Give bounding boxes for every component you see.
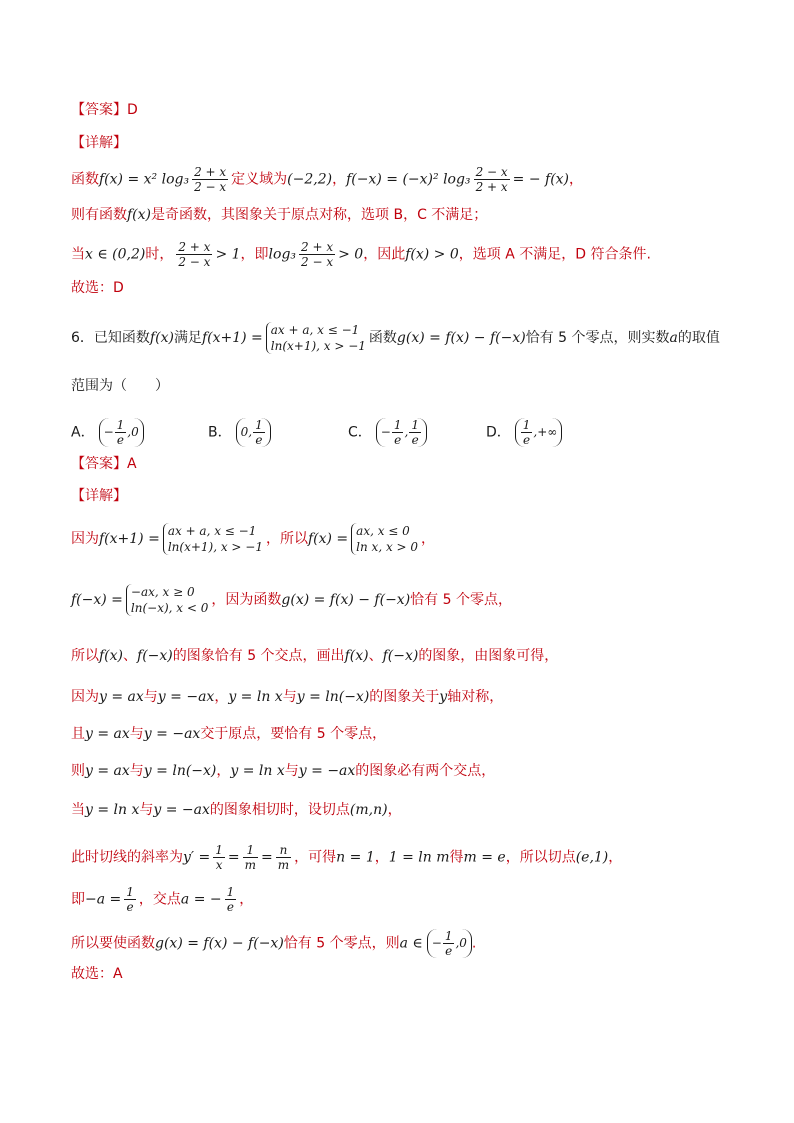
option-c[interactable] — [348, 418, 427, 447]
answer-label: 【答案】 — [71, 456, 127, 472]
math: g(x) = f(x) − f(−x) — [281, 592, 411, 608]
option-a[interactable] — [71, 418, 144, 447]
option-label: C． — [348, 424, 372, 441]
text: 当 — [71, 246, 85, 263]
text: 交于原点，要恰有 5 个零点， — [200, 726, 387, 742]
text: 定义域为 — [231, 171, 288, 188]
fraction: $\frac{1}{e}$ — [226, 885, 235, 914]
text: 与 — [284, 763, 299, 779]
math: 1 = ln m — [388, 849, 450, 866]
q6-explain-label: 【详解】 — [71, 488, 127, 504]
math: y = ax — [99, 689, 144, 705]
text: 与 — [129, 763, 144, 779]
text: 且 — [71, 726, 85, 742]
fraction: $\frac{1}{x}$ — [215, 843, 223, 872]
math: m = e — [463, 849, 506, 866]
text: 的图象，由图象可得， — [418, 648, 559, 664]
math: f(x) — [127, 207, 152, 223]
option-label: B． — [208, 424, 232, 441]
q5-line3 — [71, 240, 651, 269]
text: ， — [569, 171, 584, 188]
q5-explain-label: 【详解】 — [71, 135, 127, 151]
math: f(−x) = — [71, 592, 123, 608]
interval: 0, $\frac{1}{e}$ — [236, 418, 271, 447]
math: y = ax — [85, 763, 130, 779]
interval: $\frac{1}{e}$ ,+∞ — [515, 418, 563, 447]
answer-label: 【答案】 — [71, 102, 127, 118]
text: ，因为函数 — [211, 592, 282, 608]
text: ，所以 — [265, 531, 308, 547]
text: 因为 — [71, 689, 99, 705]
text: 此时切线的斜率为 — [71, 849, 183, 866]
text: 因为 — [71, 531, 99, 547]
text: ， — [332, 171, 347, 188]
math: (m,n) — [349, 802, 388, 818]
text: 与 — [282, 689, 297, 705]
q6-explain-3 — [71, 646, 558, 666]
math: f(x) = — [307, 531, 349, 547]
text: 的图象关于 — [369, 689, 440, 705]
q6-explain-7 — [71, 800, 402, 820]
math: f(x) — [344, 648, 369, 664]
math: n = 1 — [336, 849, 375, 866]
fraction: $\frac{1}{e}$ — [126, 885, 134, 914]
fraction: $\frac{2 + x}{2 - x}$ — [194, 165, 227, 194]
text: ， — [421, 531, 436, 547]
q6-stem — [71, 322, 720, 354]
text: 函数 — [71, 171, 99, 188]
math: log₃ — [268, 246, 297, 263]
text: ， — [387, 802, 402, 818]
option-b[interactable] — [208, 418, 271, 447]
interval: − $\frac{1}{e}$ , $\frac{1}{e}$ — [376, 418, 427, 447]
text: ，可得 — [294, 849, 337, 866]
math: y = −ax — [298, 763, 356, 779]
text: 与 — [129, 726, 144, 742]
math: y = ln x — [230, 763, 285, 779]
math: f(−x) = (−x)² log₃ — [346, 171, 471, 188]
text: 恰有 5 个零点，则实数 — [525, 330, 670, 346]
math: f(x) — [149, 330, 174, 346]
interval: − $\frac{1}{e}$ ,0 — [99, 418, 144, 447]
math: y′ = — [183, 849, 211, 866]
text: ， — [216, 763, 231, 779]
math: a — [669, 330, 678, 346]
answer-value: D — [127, 102, 138, 118]
text: ，所以切点 — [505, 849, 576, 866]
text: ， — [374, 849, 389, 866]
text: 满足 — [173, 330, 202, 346]
math: y = −ax — [153, 802, 210, 818]
math: y = ln(−x) — [296, 689, 370, 705]
text: 的图象必有两个交点， — [355, 763, 496, 779]
interval: − $\frac{1}{e}$ ,0 — [427, 929, 472, 958]
text: 的图象恰有 5 个交点，画出 — [172, 648, 345, 664]
math: a = − — [180, 891, 222, 908]
math: a ∈ — [399, 935, 423, 952]
math: g(x) = f(x) − f(−x) — [396, 330, 526, 346]
math: f(x+1) = — [201, 330, 263, 346]
fraction: $\frac{2 + x}{2 - x}$ — [301, 240, 334, 269]
q6-explain-2 — [71, 584, 512, 616]
math: = — [261, 849, 273, 866]
q5-line1 — [71, 165, 583, 194]
text: ，因此 — [363, 246, 406, 263]
text: 的图象相切时，设切点 — [209, 802, 350, 818]
math: > 1 — [215, 246, 241, 263]
q6-explain-9 — [71, 885, 253, 914]
text: 6．已知函数 — [71, 330, 150, 346]
math: (e,1) — [575, 849, 609, 866]
q5-answer — [71, 100, 138, 120]
math: f(x) = x² log₃ — [99, 171, 190, 188]
text: 则有函数 — [71, 207, 127, 223]
piecewise: ax + a, x ≤ −1 ln(x+1), x > −1 — [266, 322, 366, 354]
fraction: $\frac{1}{m}$ — [244, 843, 257, 872]
text: 的取值 — [677, 330, 720, 346]
math: y = ln x — [228, 689, 283, 705]
text: ，选项 A 不满足，D 符合条件. — [458, 246, 651, 263]
q5-conclusion: 故选：D — [71, 280, 124, 296]
q6-stem-2: 范围为（ ） — [71, 378, 169, 394]
math: y = −ax — [143, 726, 201, 742]
text: 所以要使函数 — [71, 935, 155, 952]
text: 恰有 5 个零点，则 — [283, 935, 400, 952]
math: y = ln x — [85, 802, 140, 818]
math: f(−x) — [137, 648, 173, 664]
fraction: $\frac{2 + x}{2 - x}$ — [178, 240, 211, 269]
math: f(−x) — [382, 648, 419, 664]
math: g(x) = f(x) − f(−x) — [155, 935, 284, 952]
fraction: $\frac{n}{m}$ — [277, 843, 290, 872]
text: 即 — [71, 891, 85, 908]
q6-explain-1 — [71, 523, 435, 555]
q6-conclusion: 故选：A — [71, 966, 123, 982]
q6-explain-5 — [71, 724, 386, 744]
math: (−2,2) — [287, 171, 333, 188]
text: 时， — [145, 246, 174, 263]
q6-answer — [71, 454, 137, 474]
text: 是奇函数，其图象关于原点对称，选项 B，C 不满足； — [151, 207, 488, 223]
text: 所以 — [71, 648, 99, 664]
math: f(x+1) = — [99, 531, 160, 547]
text: 与 — [139, 802, 154, 818]
text: 、 — [368, 648, 383, 664]
text: ， — [214, 689, 229, 705]
math: x ∈ (0,2) — [85, 246, 146, 263]
math: y — [439, 689, 448, 705]
math: > 0 — [338, 246, 364, 263]
q6-explain-6 — [71, 761, 495, 781]
math: y = ln(−x) — [143, 763, 217, 779]
text: 与 — [143, 689, 158, 705]
math: f(x) > 0 — [405, 246, 459, 263]
text: . — [471, 935, 477, 952]
piecewise: ax + a, x ≤ −1 ln(x+1), x > −1 — [163, 523, 263, 555]
math: y = −ax — [157, 689, 215, 705]
text: 恰有 5 个零点， — [410, 592, 512, 608]
text: 函数 — [368, 330, 397, 346]
q5-line2 — [71, 205, 487, 225]
text: 则 — [71, 763, 85, 779]
text: ，即 — [240, 246, 269, 263]
answer-value: A — [127, 456, 137, 472]
q6-explain-4 — [71, 687, 503, 707]
option-label: A． — [71, 424, 95, 441]
text: 得 — [449, 849, 464, 866]
math: = — [227, 849, 240, 866]
q6-explain-10 — [71, 929, 476, 958]
option-d[interactable] — [486, 418, 562, 447]
text: 、 — [123, 648, 138, 664]
option-label: D． — [486, 424, 511, 441]
text: ， — [608, 849, 623, 866]
text: 当 — [71, 802, 85, 818]
math: f(x) — [99, 648, 124, 664]
q6-explain-8 — [71, 843, 622, 872]
math: −a = — [85, 891, 122, 908]
piecewise: −ax, x ≥ 0 ln(−x), x < 0 — [126, 584, 208, 616]
math: y = ax — [85, 726, 130, 742]
text: 轴对称， — [447, 689, 504, 705]
fraction: $\frac{2 - x}{2 + x}$ — [475, 165, 508, 194]
piecewise: ax, x ≤ 0 ln x, x > 0 — [351, 523, 418, 555]
text: ， — [239, 891, 254, 908]
text: ，交点 — [138, 891, 181, 908]
math: = − f(x) — [512, 171, 570, 188]
